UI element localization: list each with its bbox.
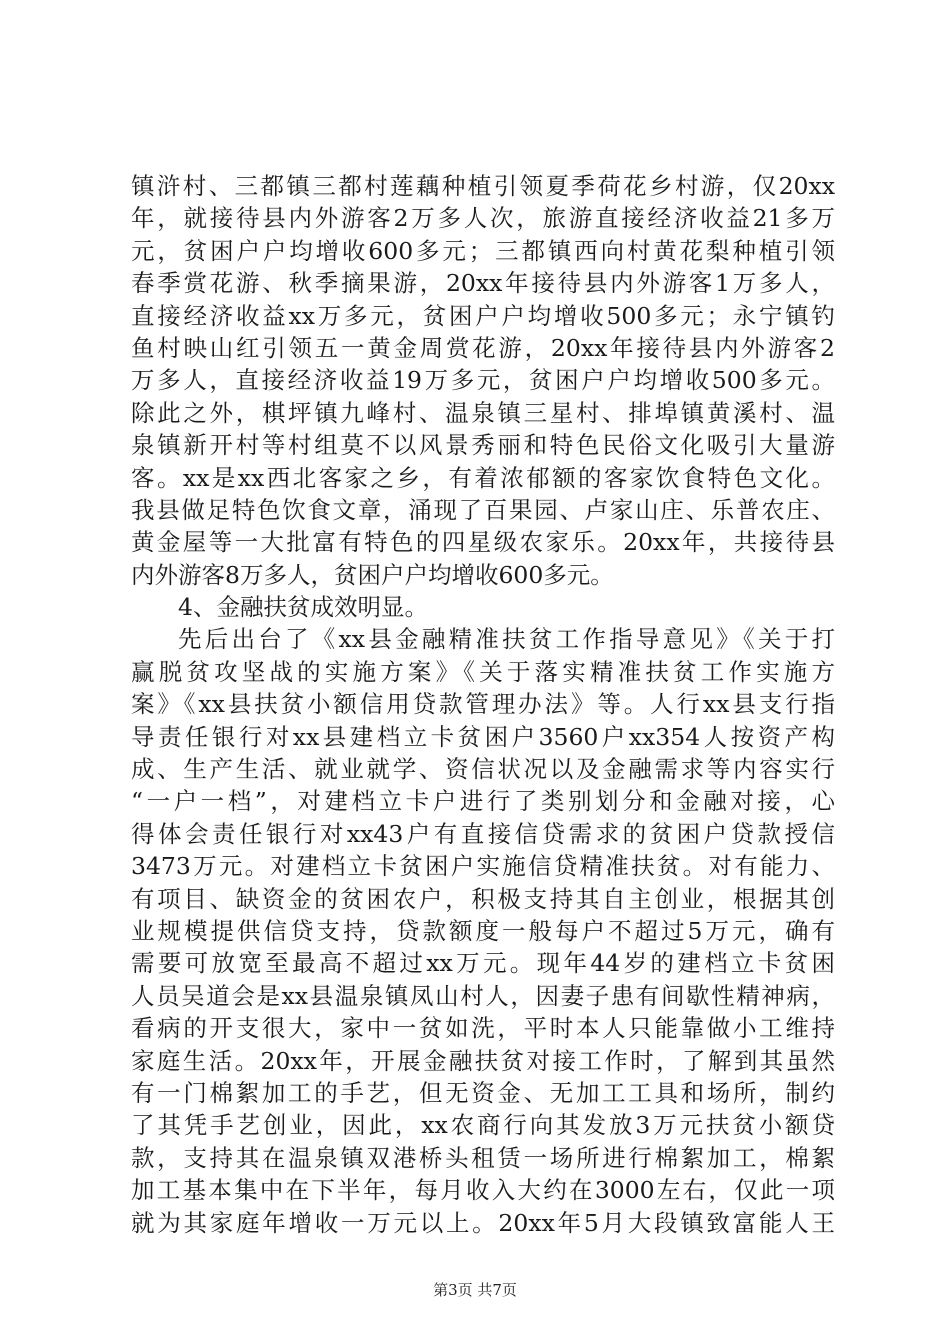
text-line: 鱼村映山红引领五一黄金周赏花游，20xx年接待县内外游客2 xyxy=(131,333,835,362)
page-number: 第3页 共7页 xyxy=(433,1281,517,1299)
text-line: 款，支持其在温泉镇双港桥头租赁一场所进行棉絮加工，棉絮 xyxy=(131,1143,835,1172)
text-line: 赢脱贫攻坚战的实施方案》《关于落实精准扶贫工作实施方 xyxy=(131,657,835,686)
text-line: 导责任银行对xx县建档立卡贫困户3560户xx354人按资产构 xyxy=(131,722,835,751)
text-line: 除此之外，棋坪镇九峰村、温泉镇三星村、排埠镇黄溪村、温 xyxy=(131,398,835,427)
text-line: 年，就接待县内外游客2万多人次，旅游直接经济收益21多万 xyxy=(131,204,835,233)
text-line: 看病的开支很大，家中一贫如洗，平时本人只能靠做小工维持 xyxy=(131,1014,835,1043)
text-line: 泉镇新开村等村组莫不以风景秀丽和特色民俗文化吸引大量游 xyxy=(131,431,835,460)
text-line: 有项目、缺资金的贫困农户，积极支持其自主创业，根据其创 xyxy=(131,884,835,913)
text-line: 元，贫困户户均增收600多元；三都镇西向村黄花梨种植引领 xyxy=(131,236,835,265)
text-line: 有一门棉絮加工的手艺，但无资金、无加工工具和场所，制约 xyxy=(131,1078,835,1107)
text-line: 成、生产生活、就业就学、资信状况以及金融需求等内容实行 xyxy=(131,755,835,784)
text-line: 万多人，直接经济收益19万多元，贫困户户均增收500多元。 xyxy=(131,366,835,395)
text-line: 3473万元。对建档立卡贫困户实施信贷精准扶贫。对有能力、 xyxy=(131,852,835,881)
section-heading: 4、金融扶贫成效明显。 xyxy=(178,593,428,622)
text-line: 客。xx是xx西北客家之乡，有着浓郁额的客家饮食特色文化。 xyxy=(131,463,835,492)
text-line: 家庭生活。20xx年，开展金融扶贫对接工作时，了解到其虽然 xyxy=(131,1046,835,1075)
text-line: 先后出台了《xx县金融精准扶贫工作指导意见》《关于打 xyxy=(178,625,835,654)
text-line: 就为其家庭年增收一万元以上。20xx年5月大段镇致富能人王 xyxy=(131,1208,835,1237)
text-line: 得体会责任银行对xx43户有直接信贷需求的贫困户贷款授信 xyxy=(131,819,835,848)
text-line: 直接经济收益xx万多元，贫困户户均增收500多元；永宁镇钓 xyxy=(131,301,835,330)
text-line: 黄金屋等一大批富有特色的四星级农家乐。20xx年，共接待县 xyxy=(131,528,835,557)
text-line: 我县做足特色饮食文章，涌现了百果园、卢家山庄、乐普农庄、 xyxy=(131,495,835,524)
document-body xyxy=(131,170,835,1239)
text-line: 案》《xx县扶贫小额信用贷款管理办法》等。人行xx县支行指 xyxy=(131,690,835,719)
text-line: 内外游客8万多人，贫困户户均增收600多元。 xyxy=(131,560,614,589)
text-line: 加工基本集中在下半年，每月收入大约在3000左右，仅此一项 xyxy=(131,1176,835,1205)
text-line: 春季赏花游、秋季摘果游，20xx年接待县内外游客1万多人， xyxy=(131,269,835,298)
text-line: 需要可放宽至最高不超过xx万元。现年44岁的建档立卡贫困 xyxy=(131,949,835,978)
page-footer xyxy=(0,1280,950,1300)
text-line: 镇浒村、三都镇三都村莲藕种植引领夏季荷花乡村游，仅20xx xyxy=(131,172,835,200)
text-line: “一户一档”，对建档立卡户进行了类别划分和金融对接，心 xyxy=(131,787,835,816)
text-line: 了其凭手艺创业，因此，xx农商行向其发放3万元扶贫小额贷 xyxy=(131,1111,835,1140)
text-line: 业规模提供信贷支持，贷款额度一般每户不超过5万元，确有 xyxy=(131,916,835,945)
text-line: 人员吴道会是xx县温泉镇凤山村人，因妻子患有间歇性精神病， xyxy=(131,981,835,1010)
